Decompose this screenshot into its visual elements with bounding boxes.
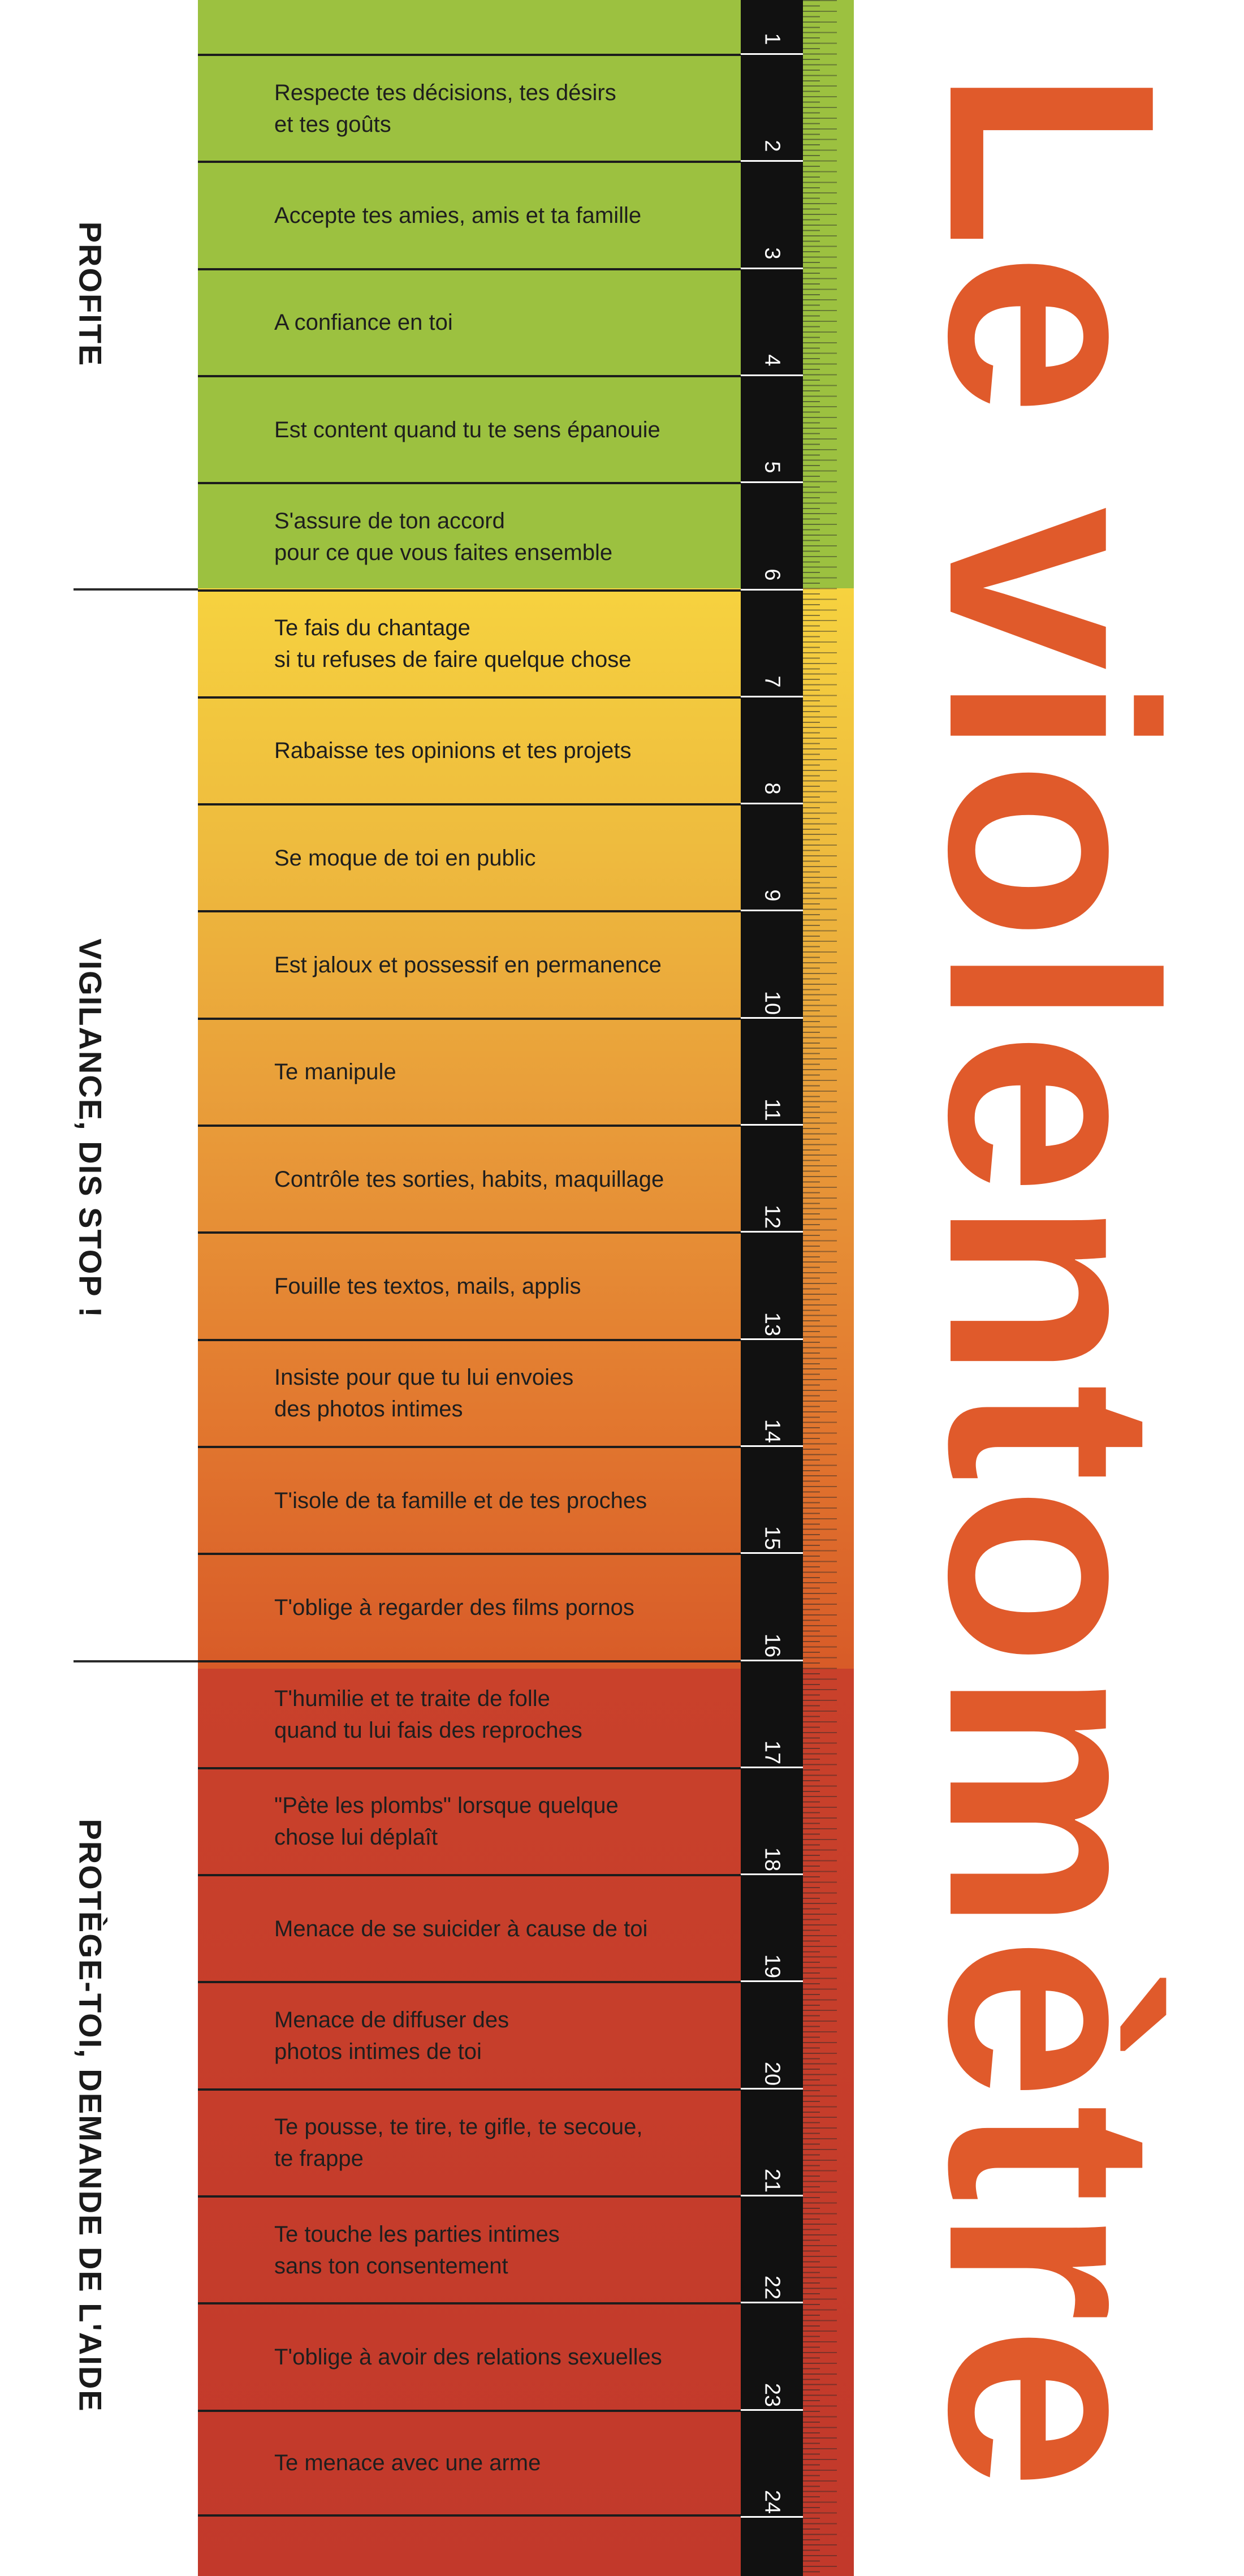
statement-text: T'oblige à avoir des relations sexuelles (274, 2344, 662, 2370)
statement-text: Est jaloux et possessif en permanence (274, 953, 662, 978)
statement-text: Menace de diffuser des photos intimes de toi (274, 2008, 509, 2065)
statement-text: Accepte tes amies, amis et ta famille (274, 203, 642, 228)
statement-text: S'assure de ton accord pour ce que vous faites ensemble (274, 508, 613, 565)
ruler-major-tick (741, 53, 803, 55)
statement-row (198, 2088, 741, 2195)
statement-row (198, 1339, 741, 1446)
statement-row (198, 910, 741, 1017)
statement-row (198, 54, 741, 161)
ruler-major-tick (741, 696, 803, 697)
ruler-major-tick (741, 481, 803, 483)
ruler-major-tick (741, 1017, 803, 1019)
ruler-major-tick (741, 2195, 803, 2196)
ruler-major-tick (741, 910, 803, 911)
statement-text: Se moque de toi en public (274, 845, 536, 871)
statement-row (198, 803, 741, 910)
ruler-major-tick (741, 1445, 803, 1447)
statement-row (198, 1660, 741, 1767)
statement-row (198, 2195, 741, 2302)
statement-text: A confiance en toi (274, 310, 453, 335)
statement-row (198, 1981, 741, 2088)
ruler-major-tick (741, 2302, 803, 2303)
statement-text: Te pousse, te tire, te gifle, te secoue, te frappe (274, 2114, 643, 2172)
ruler-major-tick (741, 589, 803, 591)
statement-text: Te manipule (274, 1059, 396, 1085)
ruler-major-tick (741, 2516, 803, 2518)
ruler-major-tick (741, 2088, 803, 2090)
ruler-major-tick (741, 2409, 803, 2411)
statement-text: "Pète les plombs" lorsque quelque chose lui déplaît (274, 1793, 619, 1850)
ruler-major-tick (741, 374, 803, 376)
statement-row (198, 1125, 741, 1231)
statement-text: Te touche les parties intimes sans ton consentement (274, 2221, 560, 2278)
scale-ruler: 1 2 3 4 5 6 7 8 9 10 11 12 13 14 15 16 17 18 19 20 21 22 23 24 (741, 0, 803, 2576)
ruler-major-tick (741, 803, 803, 804)
statement-text: Fouille tes textos, mails, applis (274, 1273, 581, 1299)
statement-text: Rabaisse tes opinions et tes projets (274, 738, 632, 764)
statement-row (198, 589, 741, 696)
statement-text: T'isole de ta famille et de tes proches (274, 1488, 647, 1513)
ruler-major-tick (741, 1231, 803, 1233)
ruler-major-tick (741, 160, 803, 162)
statement-row (198, 2302, 741, 2409)
section-divider (74, 588, 198, 591)
ruler-major-tick (741, 1124, 803, 1126)
violentometre-poster: PROFITE VIGILANCE, DIS STOP ! PROTÈGE-TOI, DEMANDE DE L'AIDE Respecte tes décisions, tes désirs et tes goûts Accepte tes amies, amis et ta famille A confiance en toi Est content quand tu te sens épanouie S'assure de ton accord pour ce que vous faites ensemble Te fais du chantage si tu refuses de faire quelque chose Rabaisse tes opinions et tes projets Se moque de toi en public Est jaloux et possessif en permanence Te manipule Contrôle tes sorties, habits, maquillage Fouille tes textos, mails, applis Insiste pour que tu lui envoies des photos intimes T'isole de ta famille et de tes proches T'oblige à regarder des films pornos T'humilie et te traite de folle quand tu lui fais des reproches "Pète les plombs" lorsque quelque chose lui déplaît Menace de se suicider à cause de toi Menace de diffuser des photos intimes de toi Te pousse, te tire, te gifle, te secoue, te frappe Te touche les parties intimes sans ton consentement T'oblige à avoir des relations sexuelles Te menace avec une arme 1 2 3 4 5 6 7 8 9 10 11 12 13 14 15 16 17 18 19 20 21 22 23 24 Le violentomètre (0, 0, 1244, 2576)
statement-row (198, 161, 741, 268)
ruler-major-tick (741, 1552, 803, 1554)
statement-text: T'humilie et te traite de folle quand tu lui fais des reproches (274, 1686, 582, 1743)
ruler-major-tick (741, 1980, 803, 1982)
ruler-major-tick (741, 1338, 803, 1340)
ruler-major-tick (741, 1767, 803, 1768)
statement-text: Contrôle tes sorties, habits, maquillage (274, 1166, 664, 1192)
ruler-major-tick (741, 268, 803, 269)
statement-row (198, 1018, 741, 1125)
statement-row (198, 482, 741, 589)
statement-row (198, 1553, 741, 1660)
ruler-major-tick (741, 1873, 803, 1875)
statement-row (198, 268, 741, 375)
statement-row (198, 1767, 741, 1874)
statement-row (198, 2410, 741, 2517)
statement-row (198, 696, 741, 803)
ruler-major-tick (741, 1660, 803, 1661)
statement-text: Menace de se suicider à cause de toi (274, 1916, 648, 1941)
statement-row (198, 1446, 741, 1553)
statement-text: Te menace avec une arme (274, 2450, 541, 2476)
statement-row (198, 1874, 741, 1981)
ruler-medium-ticks (820, 0, 837, 2576)
statement-row (198, 1231, 741, 1338)
statement-text: T'oblige à regarder des films pornos (274, 1595, 634, 1620)
section-divider (74, 1660, 198, 1662)
gauge-bar (198, 0, 854, 2576)
statement-row (198, 375, 741, 482)
statement-text: Est content quand tu te sens épanouie (274, 417, 660, 442)
statement-text: Respecte tes décisions, tes désirs et tes goûts (274, 80, 616, 137)
statement-text: Te fais du chantage si tu refuses de faire quelque chose (274, 615, 632, 673)
statement-text: Insiste pour que tu lui envoies des photos intimes (274, 1365, 574, 1422)
